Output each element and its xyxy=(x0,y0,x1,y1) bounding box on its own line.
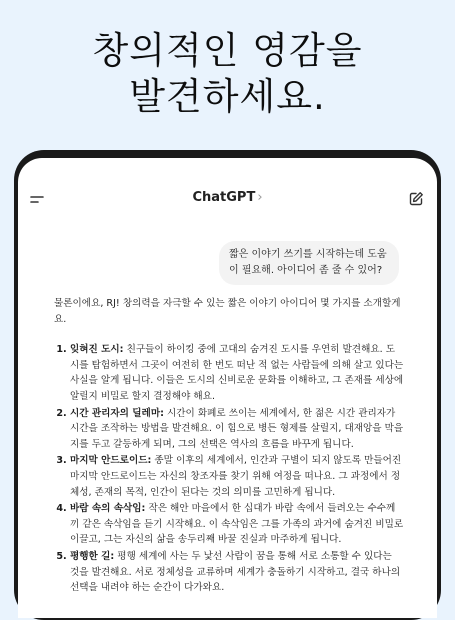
assistant-intro: 물론이에요, RJ! 창의력을 자극할 수 있는 짧은 이야기 아이디어 몇 가지를 소개할게요. xyxy=(54,298,401,325)
assistant-message xyxy=(54,296,404,597)
list-item xyxy=(70,549,404,596)
model-selector-button[interactable] xyxy=(188,188,268,212)
list-item xyxy=(70,501,404,548)
chevron-right-icon: › xyxy=(257,190,263,205)
new-chat-icon[interactable] xyxy=(408,191,424,207)
idea-text: 시간이 화폐로 쓰이는 세계에서, 한 젊은 시간 관리자가 시간을 조작하는 방법을 발견해요. 이 힘으로 병든 형제를 살릴지, 대재앙을 막을지를 두고 갈등하게 되며, 그의 선택은 역사의 흐름을 바꾸게 됩니다. xyxy=(70,407,404,450)
user-message-bubble: 짧은 이야기 쓰기를 시작하는데 도움이 필요해. 아이디어 좀 줄 수 있어? xyxy=(219,241,399,285)
chat-screen xyxy=(18,158,437,618)
headline-line-1: 창의적인 영감을 xyxy=(92,29,363,72)
app-top-bar xyxy=(18,188,437,212)
idea-title: 마지막 안드로이드: xyxy=(70,455,152,467)
idea-title: 잊혀진 도시: xyxy=(70,344,124,356)
idea-text: 친구들이 하이킹 중에 고대의 숨겨진 도시를 우연히 발견해요. 도시를 탐험하면서 그곳이 여전히 한 번도 떠난 적 없는 사람들에 의해 살고 있다는 사실을 알게 됩니다. 이들은 도시의 신비로운 문화를 이해하고, 그 존재를 세상에 알릴지 비밀로 할지 결정해야 해요. xyxy=(70,344,404,402)
hero-headline xyxy=(0,28,455,120)
idea-title: 평행한 길: xyxy=(70,550,115,562)
list-item xyxy=(70,342,404,404)
idea-text: 작은 해안 마을에서 한 십대가 바람 속에서 들려오는 수수께끼 같은 속삭임을 듣기 시작해요. 이 속삭임은 그를 가족의 과거에 숨겨진 비밀로 이끌고, 그는 자신의 삶을 송두리째 바꿀 진실과 마주하게 됩니다. xyxy=(70,503,404,546)
app-title: ChatGPT xyxy=(192,190,256,205)
idea-title: 바람 속의 속삭임: xyxy=(70,503,146,515)
idea-text: 종말 이후의 세계에서, 인간과 구별이 되지 않도록 만들어진 마지막 안드로이드는 자신의 창조자를 찾기 위해 여정을 떠나요. 그 과정에서 정체성, 존재의 목적, 인간이 된다는 것의 의미를 고민하게 됩니다. xyxy=(70,455,402,498)
idea-text: 평행 세계에 사는 두 낯선 사람이 꿈을 통해 서로 소통할 수 있다는 것을 발견해요. 서로 정체성을 교류하며 세계가 충돌하기 시작하고, 결국 하나의 선택을 내려야 하는 순간이 다가와요. xyxy=(70,550,401,594)
list-item xyxy=(70,453,404,500)
headline-line-2: 발견하세요. xyxy=(129,75,326,118)
list-item xyxy=(70,406,404,453)
idea-title: 시간 관리자의 딜레마: xyxy=(70,407,164,419)
menu-icon[interactable] xyxy=(30,194,44,206)
idea-list xyxy=(54,342,404,596)
